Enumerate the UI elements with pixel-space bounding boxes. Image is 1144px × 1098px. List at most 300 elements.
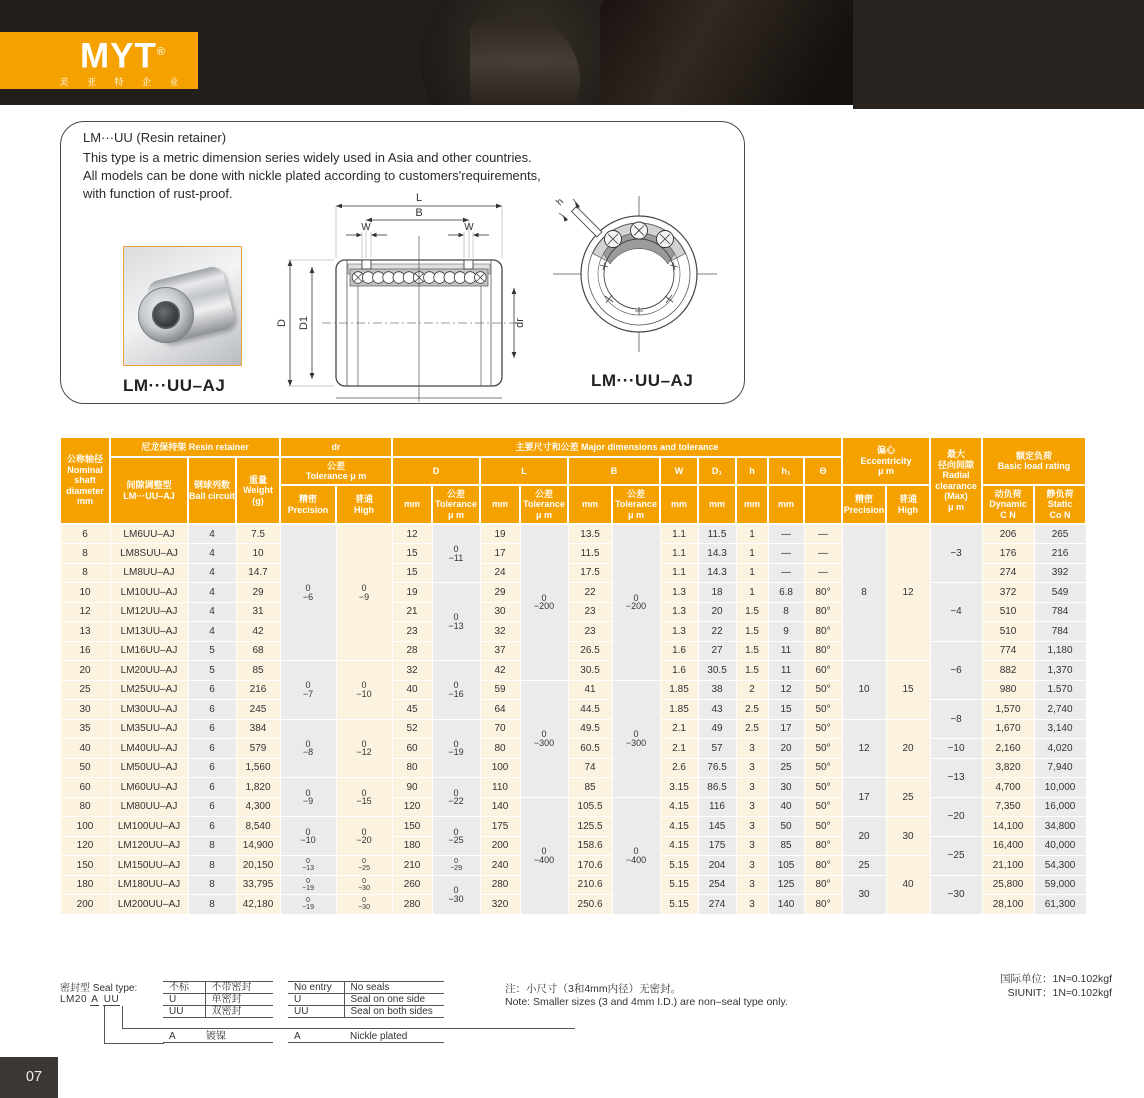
cell-ball-circuit: 6 bbox=[188, 719, 236, 739]
dim-label-D1: D1 bbox=[298, 315, 310, 331]
cell-dynamic-load: 510 bbox=[982, 602, 1034, 622]
brand-logo bbox=[0, 32, 198, 89]
cell-h1: 30 bbox=[768, 778, 804, 798]
cell-ball-circuit: 4 bbox=[188, 563, 236, 583]
cell-dr-tol-precision: 0 −6 bbox=[280, 524, 336, 661]
dim-label-dr: dr bbox=[514, 318, 526, 328]
cell-h1: 9 bbox=[768, 622, 804, 642]
cell-dynamic-load: 274 bbox=[982, 563, 1034, 583]
cell-model: LM10UU–AJ bbox=[110, 583, 188, 603]
cell-theta: 50° bbox=[804, 719, 842, 739]
header-B-tolerance: 公差 Tolerance μ m bbox=[612, 485, 660, 524]
brand-subtitle: 美 亚 特 企 业 bbox=[59, 76, 187, 87]
cell-B: 13.5 bbox=[568, 524, 612, 544]
cell-h: 1 bbox=[736, 563, 768, 583]
cell-h: 3 bbox=[736, 836, 768, 856]
cell-radial-clearance: −30 bbox=[930, 875, 982, 914]
table-row bbox=[60, 641, 1086, 661]
cell-B-tolerance: 0 −200 bbox=[612, 524, 660, 680]
cell-B: 11.5 bbox=[568, 544, 612, 564]
legend-code: U bbox=[288, 994, 344, 1006]
cell-L: 240 bbox=[480, 856, 520, 876]
cell-h: 3 bbox=[736, 797, 768, 817]
header-dynamic-load: 动负荷 Dynamic C N bbox=[982, 485, 1034, 524]
cell-weight: 10 bbox=[236, 544, 280, 564]
cell-radial-clearance: −6 bbox=[930, 641, 982, 700]
cell-D: 32 bbox=[392, 661, 432, 681]
cell-dynamic-load: 510 bbox=[982, 622, 1034, 642]
cell-dynamic-load: 206 bbox=[982, 524, 1034, 544]
cell-B: 105.5 bbox=[568, 797, 612, 817]
cell-dr-tol-precision: 0 −13 bbox=[280, 856, 336, 876]
cell-shaft-diameter: 40 bbox=[60, 739, 110, 759]
cell-model: LM35UU–AJ bbox=[110, 719, 188, 739]
cell-D1: 22 bbox=[698, 622, 736, 642]
cell-L: 175 bbox=[480, 817, 520, 837]
cell-static-load: 59,000 bbox=[1034, 875, 1086, 895]
cell-ball-circuit: 8 bbox=[188, 895, 236, 915]
cell-D1: 43 bbox=[698, 700, 736, 720]
cell-h: 2.5 bbox=[736, 700, 768, 720]
cell-D: 21 bbox=[392, 602, 432, 622]
cell-D-tolerance: 0 −30 bbox=[432, 875, 480, 914]
cell-L: 140 bbox=[480, 797, 520, 817]
legend-desc: Seal on one side bbox=[344, 994, 444, 1006]
cell-theta: 80° bbox=[804, 602, 842, 622]
legend-desc: 不带密封 bbox=[205, 982, 273, 994]
cell-W: 1.1 bbox=[660, 544, 698, 564]
cell-dynamic-load: 16,400 bbox=[982, 836, 1034, 856]
cell-dr-tol-high: 0 −10 bbox=[336, 661, 392, 720]
header-D: D bbox=[392, 457, 480, 485]
cell-dynamic-load: 7,350 bbox=[982, 797, 1034, 817]
cell-radial-clearance: −10 bbox=[930, 739, 982, 759]
cell-B: 49.5 bbox=[568, 719, 612, 739]
cell-D1: 116 bbox=[698, 797, 736, 817]
cell-dynamic-load: 28,100 bbox=[982, 895, 1034, 915]
cell-model: LM25UU–AJ bbox=[110, 680, 188, 700]
cell-L-tolerance: 0 −200 bbox=[520, 524, 568, 680]
legend-code: UU bbox=[288, 1006, 344, 1018]
table-row bbox=[60, 524, 1086, 544]
cell-dynamic-load: 14,100 bbox=[982, 817, 1034, 837]
note-en: Note: Smaller sizes (3 and 4mm I.D.) are non–seal type only. bbox=[505, 996, 788, 1008]
cell-dynamic-load: 3,820 bbox=[982, 758, 1034, 778]
cell-shaft-diameter: 6 bbox=[60, 524, 110, 544]
cell-theta: 80° bbox=[804, 622, 842, 642]
cell-L: 30 bbox=[480, 602, 520, 622]
cell-D1: 76.5 bbox=[698, 758, 736, 778]
cell-B: 250.6 bbox=[568, 895, 612, 915]
cell-h: 3 bbox=[736, 758, 768, 778]
header-ecc-high: 普通 High bbox=[886, 485, 930, 524]
cell-ecc-high: 25 bbox=[886, 778, 930, 817]
dim-label-L: L bbox=[415, 192, 423, 204]
cell-h: 1.5 bbox=[736, 661, 768, 681]
cell-shaft-diameter: 180 bbox=[60, 875, 110, 895]
cell-D: 19 bbox=[392, 583, 432, 603]
cell-D: 60 bbox=[392, 739, 432, 759]
cell-static-load: 784 bbox=[1034, 602, 1086, 622]
cell-shaft-diameter: 8 bbox=[60, 563, 110, 583]
cell-h1: 85 bbox=[768, 836, 804, 856]
cell-h1: 11 bbox=[768, 661, 804, 681]
dim-label-D: D bbox=[276, 319, 288, 327]
header-radial-clearance: 最大 径向间隙 Radial clearance (Max) μ m bbox=[930, 437, 982, 524]
cell-model: LM40UU–AJ bbox=[110, 739, 188, 759]
cell-shaft-diameter: 12 bbox=[60, 602, 110, 622]
header-D1: D₁ bbox=[698, 457, 736, 485]
cell-static-load: 54,300 bbox=[1034, 856, 1086, 876]
cell-W: 1.6 bbox=[660, 641, 698, 661]
cell-h: 3 bbox=[736, 895, 768, 915]
cell-D: 15 bbox=[392, 544, 432, 564]
cell-static-load: 265 bbox=[1034, 524, 1086, 544]
cell-B: 60.5 bbox=[568, 739, 612, 759]
cell-h1: 25 bbox=[768, 758, 804, 778]
cell-weight: 384 bbox=[236, 719, 280, 739]
cell-L: 29 bbox=[480, 583, 520, 603]
cell-D-tolerance: 0 −29 bbox=[432, 856, 480, 876]
table-row bbox=[60, 836, 1086, 856]
cell-ball-circuit: 6 bbox=[188, 700, 236, 720]
legend-connector-line bbox=[122, 1006, 123, 1028]
cell-dynamic-load: 980 bbox=[982, 680, 1034, 700]
cell-radial-clearance: −3 bbox=[930, 524, 982, 583]
cell-shaft-diameter: 25 bbox=[60, 680, 110, 700]
cell-B: 26.5 bbox=[568, 641, 612, 661]
legend-desc: No seals bbox=[344, 982, 444, 994]
cell-theta: 80° bbox=[804, 836, 842, 856]
cell-ball-circuit: 4 bbox=[188, 583, 236, 603]
cell-B: 41 bbox=[568, 680, 612, 700]
bearing-bore bbox=[152, 301, 180, 329]
cell-weight: 14,900 bbox=[236, 836, 280, 856]
page-number: 07 bbox=[0, 1057, 58, 1098]
cell-D: 45 bbox=[392, 700, 432, 720]
cell-weight: 31 bbox=[236, 602, 280, 622]
cell-static-load: 549 bbox=[1034, 583, 1086, 603]
diagram-caption: LM···UU–AJ bbox=[591, 371, 694, 390]
legend-connector-line bbox=[104, 1043, 164, 1044]
cell-h: 1 bbox=[736, 524, 768, 544]
cell-D1: 145 bbox=[698, 817, 736, 837]
cell-model: LM16UU–AJ bbox=[110, 641, 188, 661]
cell-h: 1.5 bbox=[736, 602, 768, 622]
cell-dr-tol-high: 0 −15 bbox=[336, 778, 392, 817]
header-h1: h₁ bbox=[768, 457, 804, 485]
cell-dr-tol-high: 0 −20 bbox=[336, 817, 392, 856]
cell-theta: 80° bbox=[804, 583, 842, 603]
legend-desc: 镀镍 bbox=[200, 1031, 273, 1043]
cell-h: 3 bbox=[736, 875, 768, 895]
cell-D1: 18 bbox=[698, 583, 736, 603]
cell-D1: 86.5 bbox=[698, 778, 736, 798]
cell-h1: 17 bbox=[768, 719, 804, 739]
cell-B: 125.5 bbox=[568, 817, 612, 837]
cell-D1: 57 bbox=[698, 739, 736, 759]
cell-static-load: 392 bbox=[1034, 563, 1086, 583]
cell-W: 2.6 bbox=[660, 758, 698, 778]
legend-row bbox=[163, 982, 273, 994]
cell-shaft-diameter: 60 bbox=[60, 778, 110, 798]
cell-D1: 27 bbox=[698, 641, 736, 661]
cell-D-tolerance: 0 −13 bbox=[432, 583, 480, 661]
cell-weight: 1,820 bbox=[236, 778, 280, 798]
cell-dr-tol-high: 0 −30 bbox=[336, 875, 392, 895]
cell-ball-circuit: 6 bbox=[188, 778, 236, 798]
cell-h1: — bbox=[768, 544, 804, 564]
cell-B: 170.6 bbox=[568, 856, 612, 876]
legend-connector-line bbox=[122, 1028, 575, 1029]
cell-W: 1.3 bbox=[660, 583, 698, 603]
registered-mark-icon: ® bbox=[156, 46, 166, 58]
cell-model: LM60UU–AJ bbox=[110, 778, 188, 798]
legend-connector-line bbox=[104, 1006, 105, 1043]
cell-D1: 204 bbox=[698, 856, 736, 876]
si-unit-note bbox=[900, 972, 1112, 1000]
cell-model: LM12UU–AJ bbox=[110, 602, 188, 622]
cell-dr-tol-high: 0 −12 bbox=[336, 719, 392, 778]
cell-dynamic-load: 1,670 bbox=[982, 719, 1034, 739]
cell-dynamic-load: 21,100 bbox=[982, 856, 1034, 876]
cell-D1: 14.3 bbox=[698, 544, 736, 564]
cell-W: 5.15 bbox=[660, 895, 698, 915]
cell-weight: 216 bbox=[236, 680, 280, 700]
cell-D-tolerance: 0 −11 bbox=[432, 524, 480, 583]
cell-W: 1.6 bbox=[660, 661, 698, 681]
cell-static-load: 61,300 bbox=[1034, 895, 1086, 915]
cell-theta: 50° bbox=[804, 797, 842, 817]
cell-weight: 8,540 bbox=[236, 817, 280, 837]
cell-static-load: 34,800 bbox=[1034, 817, 1086, 837]
cell-theta: 80° bbox=[804, 875, 842, 895]
cell-theta: 80° bbox=[804, 641, 842, 661]
cell-W: 5.15 bbox=[660, 875, 698, 895]
bearing-photo-shape bbox=[600, 0, 860, 105]
cell-theta: — bbox=[804, 524, 842, 544]
cell-B: 23 bbox=[568, 622, 612, 642]
dim-label-W: W bbox=[361, 222, 371, 233]
cell-dynamic-load: 2,160 bbox=[982, 739, 1034, 759]
cell-h: 3 bbox=[736, 856, 768, 876]
cell-theta: 80° bbox=[804, 895, 842, 915]
cell-L: 19 bbox=[480, 524, 520, 544]
cell-D-tolerance: 0 −25 bbox=[432, 817, 480, 856]
cell-W: 1.1 bbox=[660, 524, 698, 544]
cell-B: 158.6 bbox=[568, 836, 612, 856]
cell-ecc-precision: 17 bbox=[842, 778, 886, 817]
cell-L: 70 bbox=[480, 719, 520, 739]
cell-B-tolerance: 0 −300 bbox=[612, 680, 660, 797]
legend-desc: 单密封 bbox=[205, 994, 273, 1006]
table-row bbox=[60, 758, 1086, 778]
header-D1-mm: mm bbox=[698, 485, 736, 524]
header-model: 间隙调整型 LM···UU–AJ bbox=[110, 457, 188, 524]
cell-shaft-diameter: 10 bbox=[60, 583, 110, 603]
header-dr: dr bbox=[280, 437, 392, 457]
cell-weight: 579 bbox=[236, 739, 280, 759]
legend-row bbox=[288, 1031, 444, 1043]
header-static-load: 静负荷 Static Co N bbox=[1034, 485, 1086, 524]
cell-D: 210 bbox=[392, 856, 432, 876]
cell-h: 1.5 bbox=[736, 641, 768, 661]
cell-D1: 20 bbox=[698, 602, 736, 622]
seal-type-label: 密封型 Seal type: bbox=[60, 983, 138, 994]
cell-dr-tol-high: 0 −9 bbox=[336, 524, 392, 661]
cell-L-tolerance: 0 −400 bbox=[520, 797, 568, 914]
header-major-dimensions: 主要尺寸和公差 Major dimensions and tolerance bbox=[392, 437, 842, 457]
cell-ecc-precision: 10 bbox=[842, 661, 886, 720]
cell-shaft-diameter: 50 bbox=[60, 758, 110, 778]
cell-static-load: 216 bbox=[1034, 544, 1086, 564]
cell-h: 1 bbox=[736, 583, 768, 603]
cell-W: 4.15 bbox=[660, 797, 698, 817]
cell-dr-tol-precision: 0 −8 bbox=[280, 719, 336, 778]
cell-model: LM100UU–AJ bbox=[110, 817, 188, 837]
cell-h1: 20 bbox=[768, 739, 804, 759]
cell-ball-circuit: 6 bbox=[188, 680, 236, 700]
cell-D-tolerance: 0 −22 bbox=[432, 778, 480, 817]
cell-W: 1.1 bbox=[660, 563, 698, 583]
cell-D: 280 bbox=[392, 895, 432, 915]
cell-h1: — bbox=[768, 524, 804, 544]
cell-static-load: 7,940 bbox=[1034, 758, 1086, 778]
cell-static-load: 16,000 bbox=[1034, 797, 1086, 817]
dim-label-B: B bbox=[415, 207, 423, 219]
cell-D1: 175 bbox=[698, 836, 736, 856]
seal-example-uu: UU bbox=[103, 994, 120, 1005]
cell-D1: 254 bbox=[698, 875, 736, 895]
cell-W: 4.15 bbox=[660, 817, 698, 837]
header-D-mm: mm bbox=[392, 485, 432, 524]
cell-h: 2.5 bbox=[736, 719, 768, 739]
table-row bbox=[60, 583, 1086, 603]
cell-dynamic-load: 774 bbox=[982, 641, 1034, 661]
cell-L: 32 bbox=[480, 622, 520, 642]
cell-W: 2.1 bbox=[660, 739, 698, 759]
cell-shaft-diameter: 16 bbox=[60, 641, 110, 661]
cell-dynamic-load: 4,700 bbox=[982, 778, 1034, 798]
cell-dr-tol-precision: 0 −19 bbox=[280, 875, 336, 895]
header-B: B bbox=[568, 457, 660, 485]
header-ecc-precision: 精密 Precision bbox=[842, 485, 886, 524]
cell-radial-clearance: −25 bbox=[930, 836, 982, 875]
cell-ball-circuit: 5 bbox=[188, 661, 236, 681]
cell-B: 30.5 bbox=[568, 661, 612, 681]
cell-weight: 20,150 bbox=[236, 856, 280, 876]
cell-model: LM80UU–AJ bbox=[110, 797, 188, 817]
legend-table-en bbox=[288, 981, 444, 1018]
legend-row bbox=[163, 1031, 273, 1043]
legend-row bbox=[163, 1006, 273, 1018]
legend-code: A bbox=[288, 1031, 344, 1043]
cell-B: 23 bbox=[568, 602, 612, 622]
cell-static-load: 1,180 bbox=[1034, 641, 1086, 661]
cell-h1: 11 bbox=[768, 641, 804, 661]
header-resin-retainer: 尼龙保持架 Resin retainer bbox=[110, 437, 280, 457]
cell-ecc-high: 40 bbox=[886, 856, 930, 915]
header-dr-tolerance: 公差 Tolerance μ m bbox=[280, 457, 392, 485]
legend-code: A bbox=[163, 1031, 200, 1043]
cell-h1: 15 bbox=[768, 700, 804, 720]
header-dr-precision: 精密 Precision bbox=[280, 485, 336, 524]
header-theta: Θ bbox=[804, 457, 842, 485]
cell-D: 52 bbox=[392, 719, 432, 739]
cell-static-load: 3,140 bbox=[1034, 719, 1086, 739]
cell-ecc-high: 30 bbox=[886, 817, 930, 856]
header-ball-circuit: 钢球列数 Ball circuit bbox=[188, 457, 236, 524]
dim-label-W: W bbox=[464, 222, 474, 233]
cell-ecc-precision: 25 bbox=[842, 856, 886, 876]
cell-model: LM180UU–AJ bbox=[110, 875, 188, 895]
cell-D1: 38 bbox=[698, 680, 736, 700]
cell-D1: 49 bbox=[698, 719, 736, 739]
cell-L: 280 bbox=[480, 875, 520, 895]
cell-shaft-diameter: 8 bbox=[60, 544, 110, 564]
cell-ecc-high: 12 bbox=[886, 524, 930, 661]
cell-D1: 11.5 bbox=[698, 524, 736, 544]
cell-model: LM120UU–AJ bbox=[110, 836, 188, 856]
intro-line: with function of rust-proof. bbox=[83, 186, 233, 201]
cell-D: 180 bbox=[392, 836, 432, 856]
cell-h1: 140 bbox=[768, 895, 804, 915]
cell-shaft-diameter: 35 bbox=[60, 719, 110, 739]
legend-desc: 双密封 bbox=[205, 1006, 273, 1018]
cell-dr-tol-precision: 0 −10 bbox=[280, 817, 336, 856]
cell-D: 15 bbox=[392, 563, 432, 583]
brand-name: MYT® bbox=[80, 36, 166, 76]
header-h: h bbox=[736, 457, 768, 485]
header-h1-mm: mm bbox=[768, 485, 804, 524]
cell-h1: 12 bbox=[768, 680, 804, 700]
intro-line: All models can be done with nickle plated according to customers'requirements, bbox=[83, 168, 541, 183]
cell-dr-tol-precision: 0 −7 bbox=[280, 661, 336, 720]
cell-ecc-precision: 12 bbox=[842, 719, 886, 778]
cell-dr-tol-high: 0 −25 bbox=[336, 856, 392, 876]
header-D-tolerance: 公差 Tolerance μ m bbox=[432, 485, 480, 524]
dim-label-h: h bbox=[554, 196, 567, 209]
cell-dr-tol-precision: 0 −19 bbox=[280, 895, 336, 915]
cell-model: LM6UU–AJ bbox=[110, 524, 188, 544]
cell-weight: 14.7 bbox=[236, 563, 280, 583]
cell-W: 2.1 bbox=[660, 719, 698, 739]
cell-h: 3 bbox=[736, 778, 768, 798]
table-row bbox=[60, 875, 1086, 895]
cell-W: 1.3 bbox=[660, 602, 698, 622]
cell-model: LM8SUU–AJ bbox=[110, 544, 188, 564]
seal-example-a: A bbox=[91, 994, 99, 1005]
cell-theta: — bbox=[804, 563, 842, 583]
cell-weight: 33,795 bbox=[236, 875, 280, 895]
header-L-tolerance: 公差 Tolerance μ m bbox=[520, 485, 568, 524]
header-weight: 重量 Weight (g) bbox=[236, 457, 280, 524]
cell-static-load: 1.570 bbox=[1034, 680, 1086, 700]
cell-D1: 14.3 bbox=[698, 563, 736, 583]
cell-h1: — bbox=[768, 563, 804, 583]
legend-desc: Nickle plated bbox=[344, 1031, 444, 1043]
cell-dynamic-load: 1,570 bbox=[982, 700, 1034, 720]
cell-static-load: 40,000 bbox=[1034, 836, 1086, 856]
cell-shaft-diameter: 80 bbox=[60, 797, 110, 817]
cell-D: 28 bbox=[392, 641, 432, 661]
cell-W: 1.85 bbox=[660, 680, 698, 700]
cell-theta: 50° bbox=[804, 680, 842, 700]
header-h-mm: mm bbox=[736, 485, 768, 524]
cell-B: 22 bbox=[568, 583, 612, 603]
cell-h1: 6.8 bbox=[768, 583, 804, 603]
cell-ecc-precision: 20 bbox=[842, 817, 886, 856]
